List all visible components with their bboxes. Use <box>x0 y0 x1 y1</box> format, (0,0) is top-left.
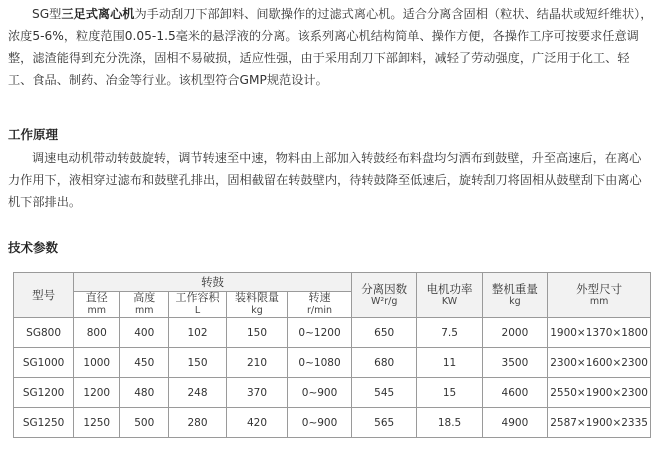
cell-weight: 4900 <box>482 408 548 438</box>
cell-speed: 0~900 <box>288 408 352 438</box>
drum-col-volume <box>169 292 227 318</box>
separation-factor-label: 分离因数 <box>361 281 408 296</box>
drum-col-unit: L <box>194 305 201 316</box>
table-row <box>14 378 651 408</box>
header-model: 型号 <box>14 273 74 318</box>
table-row <box>14 318 651 348</box>
cell-diameter: 1250 <box>74 408 120 438</box>
principle-paragraph: 调速电动机带动转鼓旋转，调节转速至中速，物料由上部加入转鼓经布料盘均匀洒布到鼓壁，升至高速后，在离心力作用下，液相穿过滤布和鼓壁孔排出，固相截留在转鼓壁内，待转鼓降至低速后，旋转刮刀将固相从鼓壁刮下由离心机下部排出。 <box>8 151 642 209</box>
cell-power: 11 <box>417 348 482 378</box>
drum-col-unit: r/min <box>307 305 333 316</box>
drum-col-unit: mm <box>134 305 154 316</box>
header-drum: 转鼓 <box>74 273 352 292</box>
motor-power-unit: KW <box>441 295 458 307</box>
cell-factor: 680 <box>351 348 417 378</box>
header-dimensions <box>548 273 651 318</box>
cell-load: 370 <box>226 378 287 408</box>
cell-dims: 1900×1370×1800 <box>548 318 651 348</box>
separation-factor-unit: W²r/g <box>371 295 398 307</box>
table-row <box>14 408 651 438</box>
dimensions-unit: mm <box>589 295 609 307</box>
cell-model: SG1250 <box>14 408 74 438</box>
drum-col-speed <box>288 292 352 318</box>
cell-factor: 650 <box>351 318 417 348</box>
cell-diameter: 800 <box>74 318 120 348</box>
cell-dims: 2550×1900×2300 <box>548 378 651 408</box>
cell-height: 480 <box>120 378 169 408</box>
product-name: 三足式离心机 <box>61 7 135 21</box>
drum-col-unit: kg <box>251 305 263 316</box>
cell-power: 18.5 <box>417 408 482 438</box>
header-separation-factor <box>351 273 417 318</box>
model-prefix: SG型 <box>32 7 62 21</box>
cell-weight: 4600 <box>482 378 548 408</box>
drum-col-load <box>226 292 287 318</box>
cell-speed: 0~900 <box>288 378 352 408</box>
cell-load: 150 <box>226 318 287 348</box>
drum-col-unit: mm <box>87 305 107 316</box>
table-row <box>14 348 651 378</box>
drum-col-label: 工作容积 <box>175 291 220 304</box>
cell-weight: 3500 <box>482 348 548 378</box>
cell-volume: 280 <box>169 408 227 438</box>
drum-col-label: 高度 <box>133 291 156 304</box>
table-header-row <box>14 273 651 292</box>
cell-dims: 2300×1600×2300 <box>548 348 651 378</box>
cell-height: 400 <box>120 318 169 348</box>
cell-load: 210 <box>226 348 287 378</box>
drum-col-diameter <box>74 292 120 318</box>
cell-model: SG1200 <box>14 378 74 408</box>
cell-weight: 2000 <box>482 318 548 348</box>
drum-col-label: 直径 <box>85 291 108 304</box>
cell-height: 450 <box>120 348 169 378</box>
weight-unit: kg <box>509 295 521 307</box>
drum-col-label: 转速 <box>308 291 331 304</box>
intro-paragraph <box>8 3 653 91</box>
header-weight <box>482 273 548 318</box>
drum-col-height <box>120 292 169 318</box>
specs-table <box>13 272 651 438</box>
cell-volume: 102 <box>169 318 227 348</box>
cell-volume: 150 <box>169 348 227 378</box>
motor-power-label: 电机功率 <box>426 281 473 296</box>
weight-label: 整机重量 <box>491 281 538 296</box>
cell-speed: 0~1200 <box>288 318 352 348</box>
cell-diameter: 1200 <box>74 378 120 408</box>
cell-model: SG1000 <box>14 348 74 378</box>
cell-dims: 2587×1900×2335 <box>548 408 651 438</box>
specs-heading: 技术参数 <box>8 240 59 255</box>
drum-col-label: 装料限量 <box>235 291 279 304</box>
cell-power: 15 <box>417 378 482 408</box>
cell-diameter: 1000 <box>74 348 120 378</box>
dimensions-label: 外型尺寸 <box>576 281 623 296</box>
cell-speed: 0~1080 <box>288 348 352 378</box>
cell-factor: 545 <box>351 378 417 408</box>
cell-model: SG800 <box>14 318 74 348</box>
intro-text: 为手动刮刀下部卸料、间歇操作的过滤式离心机。适合分离含固相（粒状、结晶状或短纤维状），浓度5-6%，粒度范围0.05-1.5毫米的悬浮液的分离。该系列离心机结构简单、操作方便，各操作工序可按要求任意调整，滤渣能得到充分洗涤，固相不易破损，适应性强，由于采用刮刀下部卸料，减轻了劳动强度，广泛用于化工、轻工、食品、制药、冶金等行业。该机型符合GMP规范设计。 <box>8 7 653 87</box>
cell-volume: 248 <box>169 378 227 408</box>
header-motor-power <box>417 273 482 318</box>
cell-height: 500 <box>120 408 169 438</box>
cell-load: 420 <box>226 408 287 438</box>
cell-factor: 565 <box>351 408 417 438</box>
principle-heading: 工作原理 <box>8 127 59 142</box>
cell-power: 7.5 <box>417 318 482 348</box>
